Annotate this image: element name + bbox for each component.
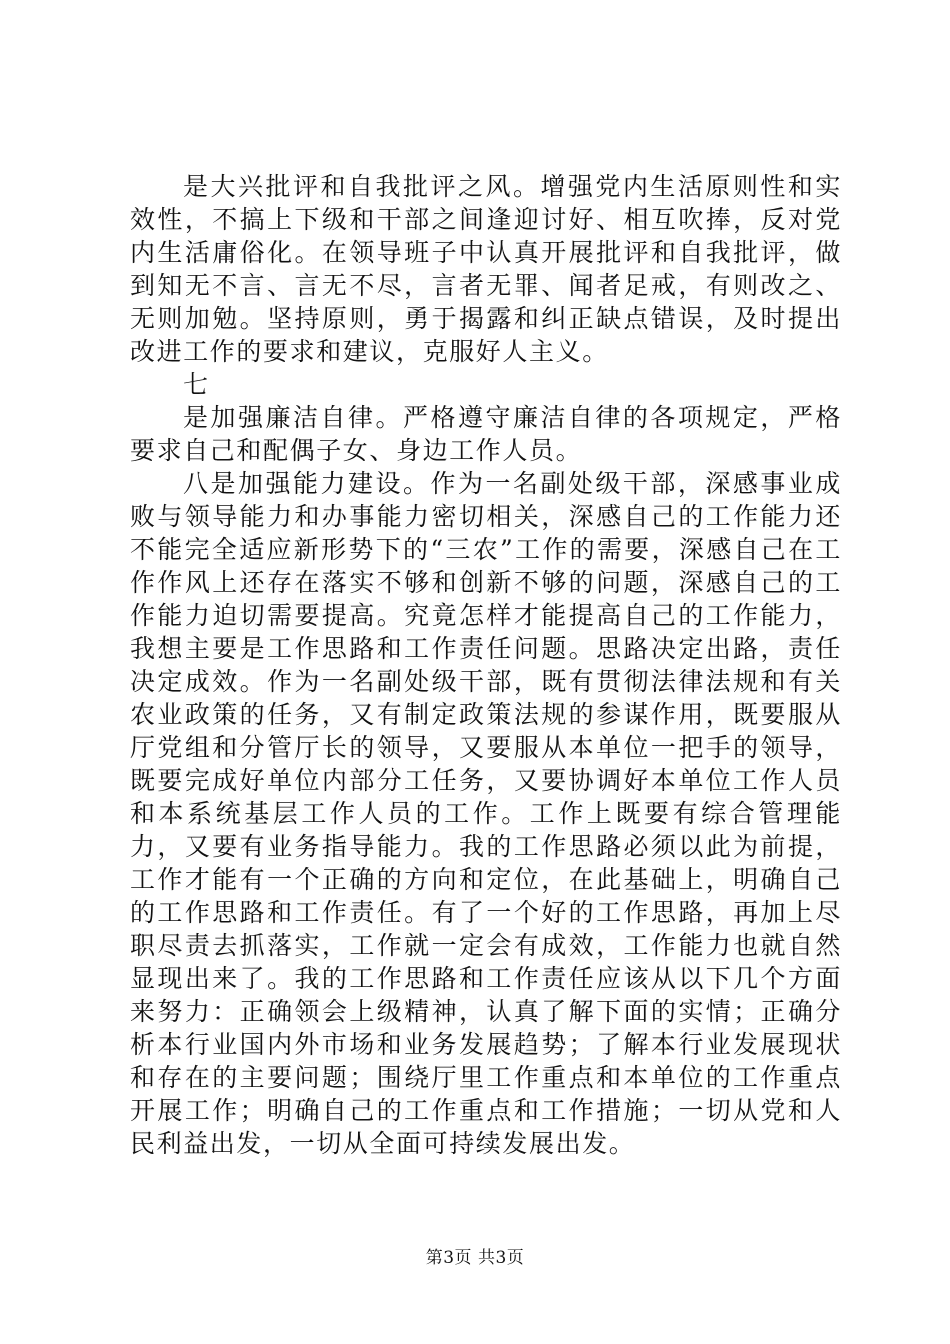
paragraph-integrity: 是加强廉洁自律。严格遵守廉洁自律的各项规定，严格要求自己和配偶子女、身边工作人员。 bbox=[130, 403, 842, 465]
page-number-footer: 第3页 共3页 bbox=[425, 1248, 525, 1268]
paragraph-criticism: 是大兴批评和自我批评之风。增强党内生活原则性和实效性，不搞上下级和干部之间逢迎讨好、相互吹捧，反对党内生活庸俗化。在领导班子中认真开展批评和自我批评，做到知无不言、言无不尽，言者无罪、闻者足戒，有则改之、无则加勉。坚持原则，勇于揭露和纠正缺点错误，及时提出改进工作的要求和建议，克服好人主义。 bbox=[130, 172, 842, 366]
paragraph-capability: 八是加强能力建设。作为一名副处级干部，深感事业成败与领导能力和办事能力密切相关，深感自己的工作能力还不能完全适应新形势下的“三农”工作的需要，深感自己在工作作风上还存在落实不够和创新不够的问题，深感自己的工作能力迫切需要提高。究竟怎样才能提高自己的工作能力，我想主要是工作思路和工作责任问题。思路决定出路，责任决定成效。作为一名副处级干部，既有贯彻法律法规和有关农业政策的任务，又有制定政策法规的参谋作用，既要服从厅党组和分管厅长的领导，又要服从本单位一把手的领导，既要完成好单位内部分工任务，又要协调好本单位工作人员和本系统基层工作人员的工作。工作上既要有综合管理能力，又要有业务指导能力。我的工作思路必须以此为前提，工作才能有一个正确的方向和定位，在此基础上，明确自己的工作思路和工作责任。有了一个好的工作思路，再加上尽职尽责去抓落实，工作就一定会有成效，工作能力也就自然显现出来了。我的工作思路和工作责任应该从以下几个方面来努力：正确领会上级精神，认真了解下面的实情；正确分析本行业国内外市场和业务发展趋势；了解本行业发展现状和存在的主要问题；围绕厅里工作重点和本单位的工作重点开展工作；明确自己的工作重点和工作措施；一切从党和人民利益出发，一切从全面可持续发展出发。 bbox=[130, 469, 842, 1158]
paragraph-number-seven: 七 bbox=[183, 370, 210, 399]
document-body bbox=[130, 170, 842, 1160]
